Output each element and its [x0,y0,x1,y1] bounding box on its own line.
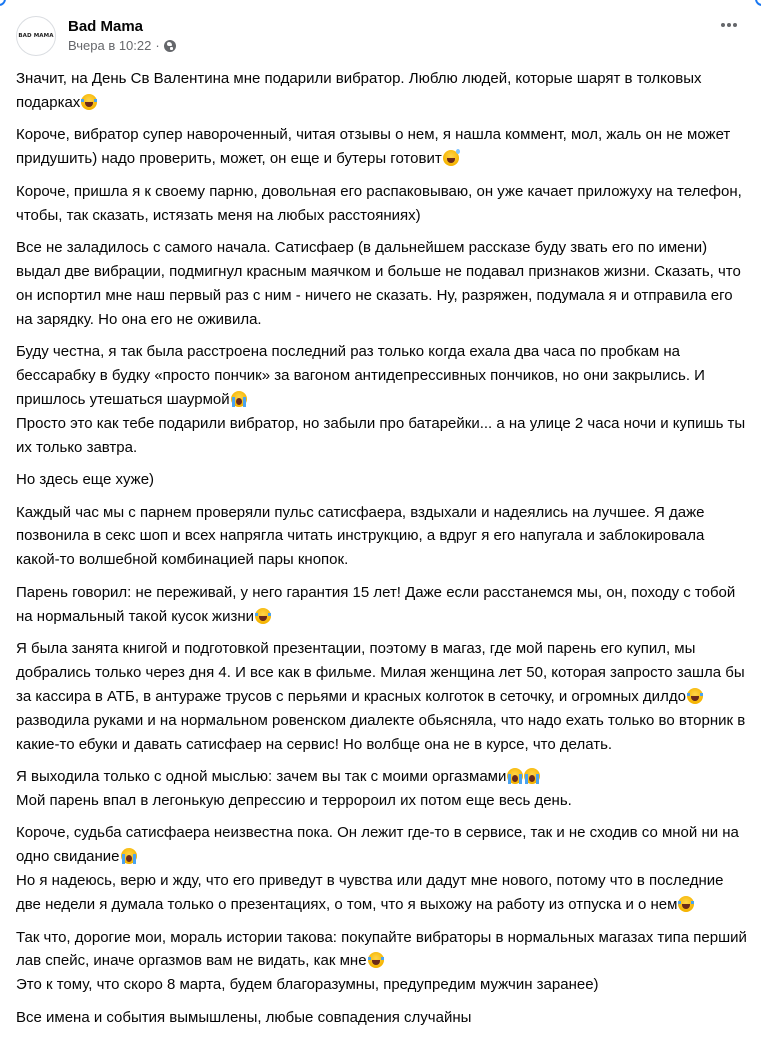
post-text: Так что, дорогие мои, мораль истории такова: покупайте вибраторы в нормальных магазах типа перший лав спейс, иначе оргазмов вам не видать, как мне [16,928,747,970]
post-subline [68,37,176,55]
post-text: Но здесь еще хуже) [16,471,155,489]
joy-emoji-icon [678,896,694,912]
post-text: Буду честна, я так была расстроена последний раз только когда ехала два часа по пробкам на бессарабку в будку «просто пончик» за вагоном антидепрессивных пончиков, но они закрылись. И пришлось утешаться шаурмой [16,343,705,408]
sob-emoji-icon [507,768,523,784]
sweat-emoji-icon [443,150,459,166]
avatar-logo-text: BAD MAMA [18,33,54,39]
post-text: Это к тому, что скоро 8 марта, будем благоразумны, предупредим мужчин заранее) [16,976,599,994]
joy-emoji-icon [368,952,384,968]
post-text: Просто это как тебе подарили вибратор, но забыли про батарейки... а на улице 2 часа ночи и купишь ты их только завтра. [16,414,746,456]
focus-corner-left [0,0,6,6]
globe-icon[interactable] [164,40,176,52]
post-header [16,12,745,60]
post-paragraph [16,236,747,332]
post-text: Все имена и события вымышлены, любые совпадения случайны [16,1008,472,1026]
post-paragraph [16,67,747,115]
more-options-icon-dot [733,23,737,27]
post-text: Парень говорил: не переживай, у него гарантия 15 лет! Даже если расстанемся мы, он, походу с тобой на нормальный такой кусок жизни [16,583,736,625]
more-options-button[interactable] [711,12,747,38]
focus-corner-right [755,0,761,6]
post-paragraph [16,180,747,228]
post-meta [68,17,176,55]
joy-emoji-icon [81,94,97,110]
post-text: Мой парень впал в легонькую депрессию и терророил их потом еще весь день. [16,791,572,809]
post-text: Короче, судьба сатисфаера неизвестна пока. Он лежит где-то в сервисе, так и не сходив со мной ни на одно свидание [16,824,739,866]
sob-emoji-icon [121,848,137,864]
post-timestamp[interactable]: Вчера в 10:22 [68,38,152,53]
post-paragraph [16,340,747,460]
sob-emoji-icon [524,768,540,784]
post-paragraph [16,637,747,757]
post-paragraph [16,501,747,573]
post-paragraph [16,821,747,917]
joy-emoji-icon [255,608,271,624]
post-text: Короче, пришла я к своему парню, довольная его распаковываю, он уже качает приложуху на телефон, чтобы, так сказать, истязать меня на любых расстояниях) [16,182,742,224]
post-text: Я была занята книгой и подготовкой презентации, поэтому в магаз, где мой парень его купил, мы добрались только через дня 4. И все как в фильме. Милая женщина лет 50, которая запросто зашла бы за кассира в АТБ, в антураже трусов с перьями и красных колготок в сеточку, и огромных дилдо [16,640,745,705]
post-text: Все не заладилось с самого начала. Сатисфаер (в дальнейшем рассказе буду звать его по имени) выдал две вибрации, подмигнул красным маячком и больше не подавал признаков жизни. Сказать, что он испортил мне наш первый раз с ним - ничего не сказать. Ну, разряжен, подумала я и отправила его на зарядку. Но она его не оживила. [16,238,741,328]
post-paragraph [16,765,747,813]
sob-emoji-icon [231,391,247,407]
post-text: Значит, на День Св Валентина мне подарили вибратор. Люблю людей, которые шарят в толковых подарках [16,70,702,111]
separator: · [155,38,160,53]
post-text: Я выходила только с одной мыслью: зачем вы так с моими оргазмами [16,768,507,786]
post-text: Каждый час мы с парнем проверяли пульс сатисфаера, вздыхали и надеялись на лучшее. Я даже позвонила в секс шоп и всех напрягла читать инструкцию, а вдруг я его напугала и заблокировала какой-то волшебной комбинацией пары кнопок. [16,503,705,569]
post-paragraph [16,581,747,629]
post-paragraph [16,123,747,171]
more-options-icon [721,23,725,27]
avatar[interactable] [16,16,56,56]
post-text: Короче, вибратор супер навороченный, читая отзывы о нем, я нашла коммент, мол, жаль он не может придушить) надо проверить, может, он еще и бутеры готовит [16,126,731,168]
post-paragraph [16,926,747,998]
post-paragraph [16,468,747,492]
post-body [16,67,747,1038]
author-name[interactable]: Bad Mama [68,18,144,35]
more-options-icon-dot [727,23,731,27]
post-text: Но я надеюсь, верю и жду, что его приведут в чувства или дадут мне нового, потому что в последние две недели я думала только о презентациях, о том, что я выхожу на работу из отпуска и о нем [16,872,724,914]
joy-emoji-icon [687,688,703,704]
post-text: разводила руками и на нормальном ровенском диалекте обьясняла, что надо ехать только во вторник в какие-то ебуки и давать сатисфаер на сервис! Но волбще она не в курсе, что делать. [16,711,746,753]
